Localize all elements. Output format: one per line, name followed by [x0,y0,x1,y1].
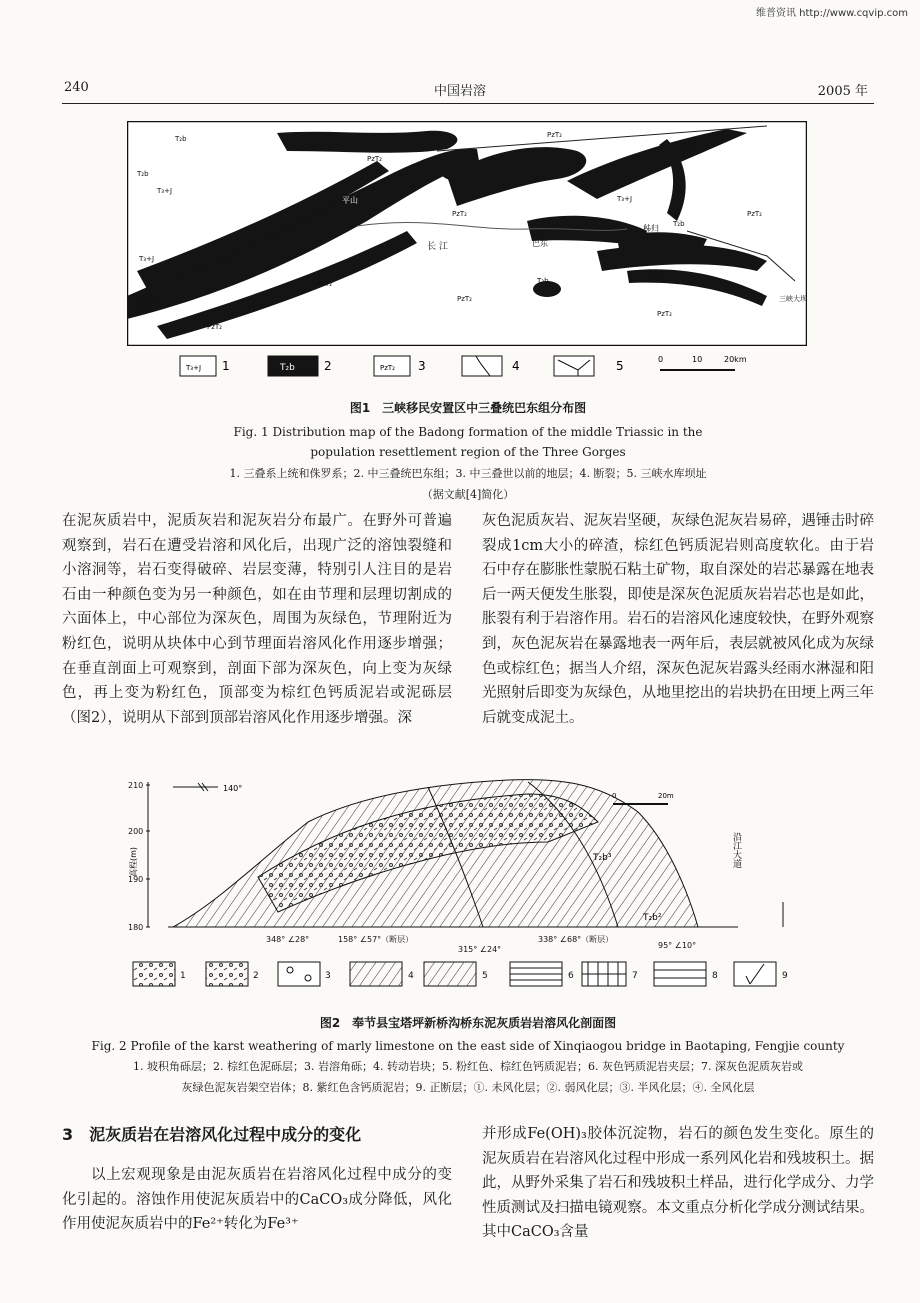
map-label: T₃+J [139,255,155,263]
figure2-profile [128,772,800,994]
fig2-legend-num: 4 [408,971,414,981]
figure1-legend [150,350,780,382]
place-fengjie: 奉节 [189,232,205,241]
road-label: 沿江大道 [731,832,741,868]
fig2-legend-num: 6 [568,971,574,981]
measurement: 348° ∠28° [266,935,310,944]
scale-20km: 20km [724,355,747,364]
figure1-legend-note: 1. 三叠系上统和侏罗系；2. 中三叠统巴东组；3. 中三叠世以前的地层；4. 断裂；5. 三峡水库坝址 [229,467,707,480]
legend-code-1: T₃+J [186,364,202,372]
figure2-legend-note-1: 1. 坡积角砾层；2. 棕红色泥砾层；3. 岩溶角砾；4. 转动岩块；5. 粉红色、棕红色钙质泥岩；6. 灰色钙质泥岩夹层；7. 深灰色泥质灰岩或 [133,1060,803,1073]
fig2-legend-num: 9 [782,971,788,981]
y-tick-180: 180 [128,923,144,932]
measurement: 315° ∠24° [458,945,502,954]
unit-t2b2: T₂b² [643,913,662,923]
y-axis-label: 高程(m) [129,846,138,877]
map-label: PzT₂ [207,323,222,331]
figure1-source-note: （据文献[4]简化） [421,488,515,501]
section-paragraph-left: 以上宏观现象是由泥灰质岩在岩溶风化过程中成分的变化引起的。溶蚀作用使泥灰质岩中的CaCO₃成分降低，风化作用使泥灰质岩中的Fe²⁺转化为Fe³⁺ [62,1167,452,1233]
fig2-legend-num: 1 [180,971,186,981]
map-label: PzT₂ [367,155,382,163]
legend-num-5: 5 [616,359,624,373]
y-tick-210: 210 [128,781,144,790]
unit-t2b3: T₂b³ [593,853,612,863]
map-label: PzT₂ [139,301,154,309]
figure2-caption-en: Fig. 2 Profile of the karst weathering of marly limestone on the east side of Xinqiaogou bridge in Baotaping, Fengjie county [91,1039,845,1053]
watermark: 维普资讯 http://www.cqvip.com [755,8,908,19]
fig2-legend-num: 3 [325,971,331,981]
body-paragraph-right: 灰色泥质灰岩、泥灰岩坚硬，灰绿色泥灰岩易碎，遇锤击时碎裂成1cm大小的碎渣，棕红色钙质泥岩则高度软化。由于岩石中存在膨胀性蒙脱石粘土矿物，取自深处的岩芯暴露在地表后一两天便发生胀裂，即使是深灰色泥质灰岩岩芯也是如此，胀裂有利于岩溶作用。岩石的岩溶风化速度较快，在野外观察到，灰色泥灰岩在暴露地表一两年后，表层就被风化成为灰绿色或棕红色；据当人介绍，深灰色泥灰岩露头经雨水淋湿和阳光照射后即变为灰绿色，从地里挖出的岩块扔在田埂上两三年后就变成泥土。 [482,513,874,726]
legend-code-3: PzT₂ [380,364,395,372]
year: 2005 年 [817,84,868,99]
place-pingshan: 平山 [342,196,358,205]
orientation-label: 140° [223,784,243,793]
fig2-legend-num: 8 [712,971,718,981]
legend-num-2: 2 [324,359,332,373]
map-label: PzT₂ [317,280,332,288]
legend-num-3: 3 [418,359,426,373]
map-label: PzT₂ [657,310,672,318]
map-label: T₂b [673,220,685,228]
fig2-scale-20m: 20m [658,792,674,800]
fig2-legend-num: 2 [253,971,259,981]
map-label: T₂b [137,170,149,178]
measurement: 338° ∠68°（断层） [538,935,614,944]
legend-num-1: 1 [222,359,230,373]
fig2-scale-0: 0 [612,792,617,800]
figure1-caption-en-2: population resettlement region of the Three Gorges [310,445,626,459]
figure1-caption-en-1: Fig. 1 Distribution map of the Badong formation of the middle Triassic in the [233,425,703,439]
map-label: T₂b [175,135,187,143]
yangtze-label: 长 江 [427,242,448,252]
legend-code-2: T₂b [280,363,295,373]
map-label: PzT₂ [747,210,762,218]
figure1-caption-cn: 图1 三峡移民安置区中三叠统巴东组分布图 [349,401,587,415]
section-heading: 3 泥灰质岩在岩溶风化过程中成分的变化 [62,1125,362,1144]
figure1-map [127,121,807,346]
measurement: 95° ∠10° [658,941,697,950]
figure2-legend [133,962,788,986]
map-label: T₂b [537,277,549,285]
map-label: PzT₂ [452,210,467,218]
place-badong: 巴东 [532,239,548,248]
fig2-legend-num: 7 [632,971,638,981]
section-paragraph-right: 并形成Fe(OH)₃胶体沉淀物，岩石的颜色发生变化。原生的泥灰质岩在岩溶风化过程中形成一系列风化岩和残坡积土。据此，从野外采集了岩石和残坡积土样品，进行化学成分、力学性质测试及扫描电镜观察。本文重点分析化学成分测试结果。其中CaCO₃含量 [482,1126,874,1241]
page-number: 240 [64,80,89,95]
map-label: PzT₂ [457,295,472,303]
map-label: PzT₂ [547,131,562,139]
scale-0: 0 [658,355,664,364]
place-zigui: 秭归 [643,224,659,233]
figure2-caption-cn: 图2 奉节县宝塔坪新桥沟桥东泥灰质岩岩溶风化剖面图 [319,1016,617,1030]
fig2-legend-num: 5 [482,971,488,981]
map-label: T₃+J [157,187,173,195]
legend-num-4: 4 [512,359,520,373]
measurement: 158° ∠57°（断层） [338,935,414,944]
scale-10: 10 [692,355,703,364]
map-label: T₃+J [647,270,663,278]
map-label: T₃+J [617,195,633,203]
journal-name: 中国岩溶 [433,84,486,99]
place-xingshan: 兴山 [679,139,695,148]
header-rule [62,103,874,104]
figure2-legend-note-2: 灰绿色泥灰岩架空岩体；8. 紫红色含钙质泥岩；9. 正断层；①. 未风化层；②. 弱风化层；③. 半风化层；④. 全风化层 [181,1081,755,1094]
y-tick-200: 200 [128,827,144,836]
place-dam: 三峡大坝 [779,295,807,303]
y-tick-190: 190 [128,875,144,884]
body-paragraph-left: 在泥灰质岩中，泥质灰岩和泥灰岩分布最广。在野外可普遍观察到，岩石在遭受岩溶和风化后，出现广泛的溶蚀裂缝和小溶洞等，岩石变得破碎、岩层变薄，特别引人注目的是岩石由一种颜色变为另一种颜色，如在由节理和层理切割成的六面体上，中心部位为深灰色，周围为灰绿色，节理附近为粉红色，说明从块体中心到节理面岩溶风化作用逐步增强；在垂直剖面上可观察到，剖面下部为深灰色，向上变为灰绿色，再上变为粉红色，顶部变为棕红色钙质泥岩或泥砾层（图2），说明从下部到顶部岩溶风化作用逐步增强。深 [62,513,452,726]
